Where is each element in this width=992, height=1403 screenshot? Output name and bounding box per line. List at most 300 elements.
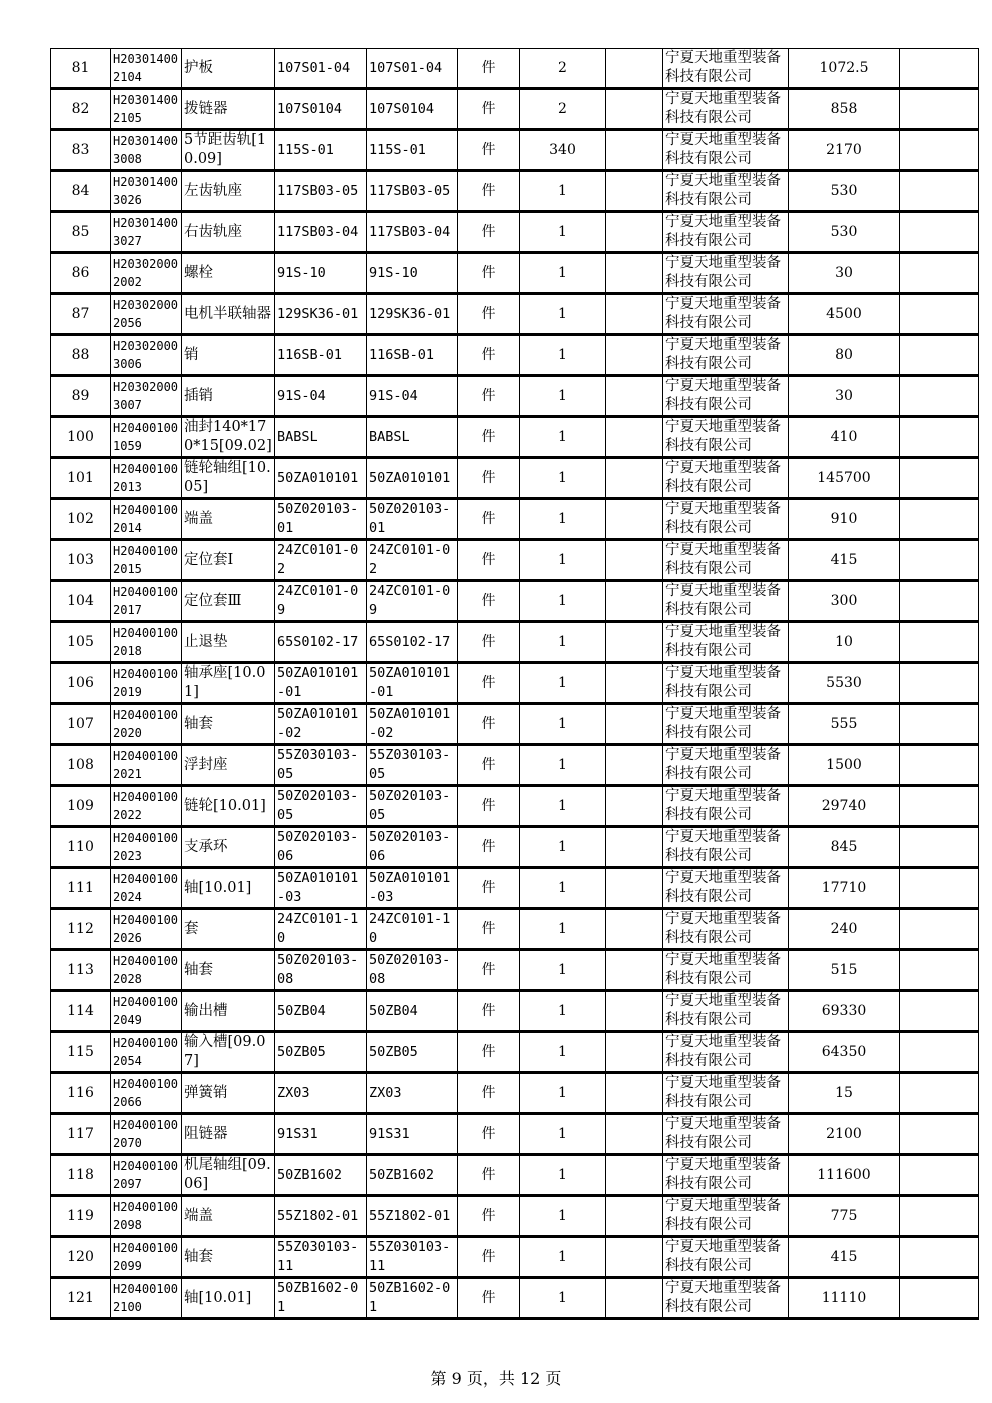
table-row — [51, 704, 979, 745]
remark-cell — [900, 1073, 979, 1114]
drawing-number-cell: 50ZB05 — [275, 1032, 367, 1073]
part-name-cell: 套 — [182, 909, 275, 950]
unit-cell: 件 — [458, 335, 520, 376]
quantity-cell: 1 — [520, 171, 606, 212]
material-code-cell: H203020002056 — [111, 294, 182, 335]
empty-cell — [606, 540, 663, 581]
empty-cell — [606, 991, 663, 1032]
supplier-cell: 宁夏天地重型装备科技有限公司 — [663, 1237, 789, 1278]
unit-cell: 件 — [458, 868, 520, 909]
spec-model-cell: 55Z030103-11 — [367, 1237, 458, 1278]
material-code-cell: H204001002028 — [111, 950, 182, 991]
unit-price-cell: 1500 — [789, 745, 900, 786]
row-number-cell: 109 — [51, 786, 111, 827]
table-row — [51, 1196, 979, 1237]
drawing-number-cell: 91S31 — [275, 1114, 367, 1155]
unit-price-cell: 29740 — [789, 786, 900, 827]
spec-model-cell: 50Z020103-05 — [367, 786, 458, 827]
table-row — [51, 212, 979, 253]
drawing-number-cell: 129SK36-01 — [275, 294, 367, 335]
unit-cell: 件 — [458, 1155, 520, 1196]
table-row — [51, 540, 979, 581]
unit-price-cell: 30 — [789, 253, 900, 294]
supplier-cell: 宁夏天地重型装备科技有限公司 — [663, 1196, 789, 1237]
empty-cell — [606, 212, 663, 253]
spec-model-cell: 129SK36-01 — [367, 294, 458, 335]
remark-cell — [900, 1114, 979, 1155]
quantity-cell: 1 — [520, 1114, 606, 1155]
remark-cell — [900, 1155, 979, 1196]
material-code-cell: H203020002002 — [111, 253, 182, 294]
part-name-cell: 轴套 — [182, 704, 275, 745]
unit-cell: 件 — [458, 540, 520, 581]
supplier-cell: 宁夏天地重型装备科技有限公司 — [663, 499, 789, 540]
row-number-cell: 111 — [51, 868, 111, 909]
part-name-cell: 油封140*170*15[09.02] — [182, 417, 275, 458]
remark-cell — [900, 868, 979, 909]
quantity-cell: 1 — [520, 1073, 606, 1114]
row-number-cell: 86 — [51, 253, 111, 294]
spec-model-cell: 50Z020103-08 — [367, 950, 458, 991]
unit-cell: 件 — [458, 786, 520, 827]
material-code-cell: H204001002013 — [111, 458, 182, 499]
material-code-cell: H204001002099 — [111, 1237, 182, 1278]
supplier-cell: 宁夏天地重型装备科技有限公司 — [663, 745, 789, 786]
row-number-cell: 81 — [51, 49, 111, 89]
unit-cell: 件 — [458, 581, 520, 622]
supplier-cell: 宁夏天地重型装备科技有限公司 — [663, 704, 789, 745]
drawing-number-cell: 50Z020103-06 — [275, 827, 367, 868]
part-name-cell: 定位套Ⅰ — [182, 540, 275, 581]
table-row — [51, 786, 979, 827]
remark-cell — [900, 909, 979, 950]
unit-price-cell: 240 — [789, 909, 900, 950]
row-number-cell: 89 — [51, 376, 111, 417]
quantity-cell: 1 — [520, 335, 606, 376]
table-row — [51, 89, 979, 130]
drawing-number-cell: 55Z030103-05 — [275, 745, 367, 786]
row-number-cell: 119 — [51, 1196, 111, 1237]
unit-cell: 件 — [458, 49, 520, 89]
part-name-cell: 护板 — [182, 49, 275, 89]
unit-price-cell: 30 — [789, 376, 900, 417]
page-footer: 第 9 页，共 12 页 — [430, 1369, 562, 1388]
quantity-cell: 1 — [520, 499, 606, 540]
row-number-cell: 103 — [51, 540, 111, 581]
part-name-cell: 螺栓 — [182, 253, 275, 294]
supplier-cell: 宁夏天地重型装备科技有限公司 — [663, 1278, 789, 1319]
drawing-number-cell: 117SB03-05 — [275, 171, 367, 212]
remark-cell — [900, 417, 979, 458]
empty-cell — [606, 909, 663, 950]
drawing-number-cell: 50ZB1602-01 — [275, 1278, 367, 1319]
spec-model-cell: ZX03 — [367, 1073, 458, 1114]
supplier-cell: 宁夏天地重型装备科技有限公司 — [663, 212, 789, 253]
row-number-cell: 88 — [51, 335, 111, 376]
unit-price-cell: 845 — [789, 827, 900, 868]
remark-cell — [900, 827, 979, 868]
supplier-cell: 宁夏天地重型装备科技有限公司 — [663, 909, 789, 950]
table-row — [51, 130, 979, 171]
supplier-cell: 宁夏天地重型装备科技有限公司 — [663, 991, 789, 1032]
remark-cell — [900, 212, 979, 253]
table-row — [51, 622, 979, 663]
drawing-number-cell: 117SB03-04 — [275, 212, 367, 253]
spec-model-cell: 50Z020103-01 — [367, 499, 458, 540]
supplier-cell: 宁夏天地重型装备科技有限公司 — [663, 458, 789, 499]
material-code-cell: H204001002015 — [111, 540, 182, 581]
remark-cell — [900, 581, 979, 622]
empty-cell — [606, 827, 663, 868]
part-name-cell: 支承环 — [182, 827, 275, 868]
unit-cell: 件 — [458, 130, 520, 171]
table-row — [51, 991, 979, 1032]
remark-cell — [900, 376, 979, 417]
drawing-number-cell: 50ZB04 — [275, 991, 367, 1032]
table-row — [51, 1237, 979, 1278]
supplier-cell: 宁夏天地重型装备科技有限公司 — [663, 171, 789, 212]
drawing-number-cell: ZX03 — [275, 1073, 367, 1114]
quantity-cell: 1 — [520, 1155, 606, 1196]
empty-cell — [606, 171, 663, 212]
unit-price-cell: 555 — [789, 704, 900, 745]
unit-cell: 件 — [458, 376, 520, 417]
quantity-cell: 1 — [520, 1237, 606, 1278]
table-row — [51, 581, 979, 622]
empty-cell — [606, 622, 663, 663]
unit-cell: 件 — [458, 212, 520, 253]
unit-price-cell: 10 — [789, 622, 900, 663]
drawing-number-cell: 50Z020103-08 — [275, 950, 367, 991]
part-name-cell: 轴承座[10.01] — [182, 663, 275, 704]
remark-cell — [900, 130, 979, 171]
part-name-cell: 5节距齿轨[10.09] — [182, 130, 275, 171]
unit-price-cell: 530 — [789, 171, 900, 212]
spec-model-cell: 50ZB04 — [367, 991, 458, 1032]
part-name-cell: 轴[10.01] — [182, 1278, 275, 1319]
unit-price-cell: 515 — [789, 950, 900, 991]
supplier-cell: 宁夏天地重型装备科技有限公司 — [663, 294, 789, 335]
table-row — [51, 745, 979, 786]
table-body — [51, 49, 979, 1319]
empty-cell — [606, 663, 663, 704]
part-name-cell: 输入槽[09.07] — [182, 1032, 275, 1073]
quantity-cell: 1 — [520, 950, 606, 991]
quantity-cell: 1 — [520, 376, 606, 417]
row-number-cell: 121 — [51, 1278, 111, 1319]
supplier-cell: 宁夏天地重型装备科技有限公司 — [663, 376, 789, 417]
spec-model-cell: 50ZA010101 — [367, 458, 458, 499]
material-code-cell: H203014002104 — [111, 49, 182, 89]
row-number-cell: 116 — [51, 1073, 111, 1114]
empty-cell — [606, 49, 663, 89]
row-number-cell: 87 — [51, 294, 111, 335]
material-code-cell: H204001002023 — [111, 827, 182, 868]
empty-cell — [606, 335, 663, 376]
remark-cell — [900, 786, 979, 827]
row-number-cell: 118 — [51, 1155, 111, 1196]
supplier-cell: 宁夏天地重型装备科技有限公司 — [663, 581, 789, 622]
empty-cell — [606, 1114, 663, 1155]
remark-cell — [900, 663, 979, 704]
spec-model-cell: 50ZB1602 — [367, 1155, 458, 1196]
empty-cell — [606, 1237, 663, 1278]
unit-price-cell: 111600 — [789, 1155, 900, 1196]
remark-cell — [900, 294, 979, 335]
part-name-cell: 轴套 — [182, 950, 275, 991]
spec-model-cell: 91S-10 — [367, 253, 458, 294]
spec-model-cell: BABSL — [367, 417, 458, 458]
spec-model-cell: 50Z020103-06 — [367, 827, 458, 868]
drawing-number-cell: 50Z020103-05 — [275, 786, 367, 827]
drawing-number-cell: 55Z1802-01 — [275, 1196, 367, 1237]
unit-price-cell: 775 — [789, 1196, 900, 1237]
material-code-cell: H204001002098 — [111, 1196, 182, 1237]
row-number-cell: 84 — [51, 171, 111, 212]
row-number-cell: 83 — [51, 130, 111, 171]
material-code-cell: H204001002019 — [111, 663, 182, 704]
row-number-cell: 117 — [51, 1114, 111, 1155]
unit-price-cell: 910 — [789, 499, 900, 540]
remark-cell — [900, 1237, 979, 1278]
unit-price-cell: 2100 — [789, 1114, 900, 1155]
unit-price-cell: 11110 — [789, 1278, 900, 1319]
remark-cell — [900, 458, 979, 499]
supplier-cell: 宁夏天地重型装备科技有限公司 — [663, 335, 789, 376]
quantity-cell: 1 — [520, 1196, 606, 1237]
supplier-cell: 宁夏天地重型装备科技有限公司 — [663, 1114, 789, 1155]
unit-cell: 件 — [458, 950, 520, 991]
spec-model-cell: 117SB03-04 — [367, 212, 458, 253]
material-code-cell: H203020003007 — [111, 376, 182, 417]
table-row — [51, 49, 979, 89]
row-number-cell: 85 — [51, 212, 111, 253]
material-code-cell: H204001002021 — [111, 745, 182, 786]
unit-cell: 件 — [458, 663, 520, 704]
drawing-number-cell: BABSL — [275, 417, 367, 458]
spec-model-cell: 50ZB1602-01 — [367, 1278, 458, 1319]
empty-cell — [606, 1155, 663, 1196]
supplier-cell: 宁夏天地重型装备科技有限公司 — [663, 663, 789, 704]
unit-cell: 件 — [458, 622, 520, 663]
drawing-number-cell: 107S01-04 — [275, 49, 367, 89]
remark-cell — [900, 704, 979, 745]
row-number-cell: 120 — [51, 1237, 111, 1278]
spec-model-cell: 91S31 — [367, 1114, 458, 1155]
material-code-cell: H204001002022 — [111, 786, 182, 827]
remark-cell — [900, 540, 979, 581]
supplier-cell: 宁夏天地重型装备科技有限公司 — [663, 622, 789, 663]
unit-cell: 件 — [458, 1196, 520, 1237]
material-code-cell: H204001002026 — [111, 909, 182, 950]
drawing-number-cell: 50ZA010101-02 — [275, 704, 367, 745]
table-row — [51, 950, 979, 991]
empty-cell — [606, 294, 663, 335]
supplier-cell: 宁夏天地重型装备科技有限公司 — [663, 1073, 789, 1114]
remark-cell — [900, 499, 979, 540]
table-row — [51, 294, 979, 335]
material-code-cell: H204001002066 — [111, 1073, 182, 1114]
quantity-cell: 1 — [520, 212, 606, 253]
empty-cell — [606, 581, 663, 622]
part-name-cell: 端盖 — [182, 1196, 275, 1237]
spec-model-cell: 107S0104 — [367, 89, 458, 130]
supplier-cell: 宁夏天地重型装备科技有限公司 — [663, 950, 789, 991]
supplier-cell: 宁夏天地重型装备科技有限公司 — [663, 89, 789, 130]
quantity-cell: 1 — [520, 622, 606, 663]
part-name-cell: 阻链器 — [182, 1114, 275, 1155]
supplier-cell: 宁夏天地重型装备科技有限公司 — [663, 540, 789, 581]
parts-price-table — [50, 48, 979, 1320]
part-name-cell: 链轮[10.01] — [182, 786, 275, 827]
unit-price-cell: 415 — [789, 540, 900, 581]
table-row — [51, 1155, 979, 1196]
remark-cell — [900, 1278, 979, 1319]
material-code-cell: H204001002024 — [111, 868, 182, 909]
spec-model-cell: 115S-01 — [367, 130, 458, 171]
remark-cell — [900, 49, 979, 89]
quantity-cell: 1 — [520, 663, 606, 704]
material-code-cell: H203014002105 — [111, 89, 182, 130]
material-code-cell: H204001001059 — [111, 417, 182, 458]
remark-cell — [900, 171, 979, 212]
quantity-cell: 1 — [520, 991, 606, 1032]
drawing-number-cell: 116SB-01 — [275, 335, 367, 376]
spec-model-cell: 24ZC0101-09 — [367, 581, 458, 622]
unit-price-cell: 15 — [789, 1073, 900, 1114]
remark-cell — [900, 991, 979, 1032]
quantity-cell: 1 — [520, 909, 606, 950]
table-row — [51, 376, 979, 417]
unit-price-cell: 2170 — [789, 130, 900, 171]
spec-model-cell: 24ZC0101-10 — [367, 909, 458, 950]
unit-price-cell: 69330 — [789, 991, 900, 1032]
unit-cell: 件 — [458, 827, 520, 868]
part-name-cell: 端盖 — [182, 499, 275, 540]
quantity-cell: 2 — [520, 49, 606, 89]
unit-cell: 件 — [458, 253, 520, 294]
unit-cell: 件 — [458, 89, 520, 130]
table-row — [51, 171, 979, 212]
table-row — [51, 1278, 979, 1319]
table-row — [51, 335, 979, 376]
supplier-cell: 宁夏天地重型装备科技有限公司 — [663, 130, 789, 171]
material-code-cell: H204001002097 — [111, 1155, 182, 1196]
unit-cell: 件 — [458, 909, 520, 950]
material-code-cell: H204001002020 — [111, 704, 182, 745]
table-row — [51, 417, 979, 458]
unit-cell: 件 — [458, 458, 520, 499]
spec-model-cell: 55Z1802-01 — [367, 1196, 458, 1237]
quantity-cell: 1 — [520, 458, 606, 499]
empty-cell — [606, 1278, 663, 1319]
quantity-cell: 1 — [520, 581, 606, 622]
part-name-cell: 弹簧销 — [182, 1073, 275, 1114]
material-code-cell: H204001002017 — [111, 581, 182, 622]
spec-model-cell: 55Z030103-05 — [367, 745, 458, 786]
unit-price-cell: 858 — [789, 89, 900, 130]
part-name-cell: 左齿轨座 — [182, 171, 275, 212]
spec-model-cell: 24ZC0101-02 — [367, 540, 458, 581]
spec-model-cell: 116SB-01 — [367, 335, 458, 376]
unit-cell: 件 — [458, 294, 520, 335]
row-number-cell: 110 — [51, 827, 111, 868]
empty-cell — [606, 786, 663, 827]
spec-model-cell: 65S0102-17 — [367, 622, 458, 663]
row-number-cell: 105 — [51, 622, 111, 663]
quantity-cell: 1 — [520, 786, 606, 827]
unit-cell: 件 — [458, 1073, 520, 1114]
supplier-cell: 宁夏天地重型装备科技有限公司 — [663, 1155, 789, 1196]
empty-cell — [606, 1196, 663, 1237]
table-row — [51, 1032, 979, 1073]
material-code-cell: H203020003006 — [111, 335, 182, 376]
empty-cell — [606, 499, 663, 540]
unit-cell: 件 — [458, 417, 520, 458]
part-name-cell: 插销 — [182, 376, 275, 417]
supplier-cell: 宁夏天地重型装备科技有限公司 — [663, 827, 789, 868]
row-number-cell: 102 — [51, 499, 111, 540]
drawing-number-cell: 24ZC0101-09 — [275, 581, 367, 622]
drawing-number-cell: 24ZC0101-10 — [275, 909, 367, 950]
quantity-cell: 1 — [520, 827, 606, 868]
unit-price-cell: 80 — [789, 335, 900, 376]
remark-cell — [900, 1032, 979, 1073]
drawing-number-cell: 50ZB1602 — [275, 1155, 367, 1196]
drawing-number-cell: 65S0102-17 — [275, 622, 367, 663]
part-name-cell: 右齿轨座 — [182, 212, 275, 253]
table-row — [51, 663, 979, 704]
row-number-cell: 101 — [51, 458, 111, 499]
unit-price-cell: 17710 — [789, 868, 900, 909]
unit-cell: 件 — [458, 1278, 520, 1319]
supplier-cell: 宁夏天地重型装备科技有限公司 — [663, 786, 789, 827]
row-number-cell: 114 — [51, 991, 111, 1032]
material-code-cell: H204001002070 — [111, 1114, 182, 1155]
material-code-cell: H204001002018 — [111, 622, 182, 663]
drawing-number-cell: 55Z030103-11 — [275, 1237, 367, 1278]
spec-model-cell: 91S-04 — [367, 376, 458, 417]
supplier-cell: 宁夏天地重型装备科技有限公司 — [663, 253, 789, 294]
row-number-cell: 112 — [51, 909, 111, 950]
drawing-number-cell: 91S-10 — [275, 253, 367, 294]
drawing-number-cell: 91S-04 — [275, 376, 367, 417]
drawing-number-cell: 50Z020103-01 — [275, 499, 367, 540]
unit-cell: 件 — [458, 499, 520, 540]
spec-model-cell: 117SB03-05 — [367, 171, 458, 212]
material-code-cell: H203014003027 — [111, 212, 182, 253]
remark-cell — [900, 745, 979, 786]
spec-model-cell: 50ZB05 — [367, 1032, 458, 1073]
row-number-cell: 106 — [51, 663, 111, 704]
table-row — [51, 1073, 979, 1114]
row-number-cell: 115 — [51, 1032, 111, 1073]
remark-cell — [900, 253, 979, 294]
supplier-cell: 宁夏天地重型装备科技有限公司 — [663, 868, 789, 909]
empty-cell — [606, 745, 663, 786]
unit-price-cell: 4500 — [789, 294, 900, 335]
unit-price-cell: 530 — [789, 212, 900, 253]
drawing-number-cell: 24ZC0101-02 — [275, 540, 367, 581]
row-number-cell: 113 — [51, 950, 111, 991]
empty-cell — [606, 704, 663, 745]
drawing-number-cell: 50ZA010101-03 — [275, 868, 367, 909]
table-row — [51, 909, 979, 950]
table-row — [51, 1114, 979, 1155]
unit-price-cell: 410 — [789, 417, 900, 458]
remark-cell — [900, 1196, 979, 1237]
material-code-cell: H203014003008 — [111, 130, 182, 171]
